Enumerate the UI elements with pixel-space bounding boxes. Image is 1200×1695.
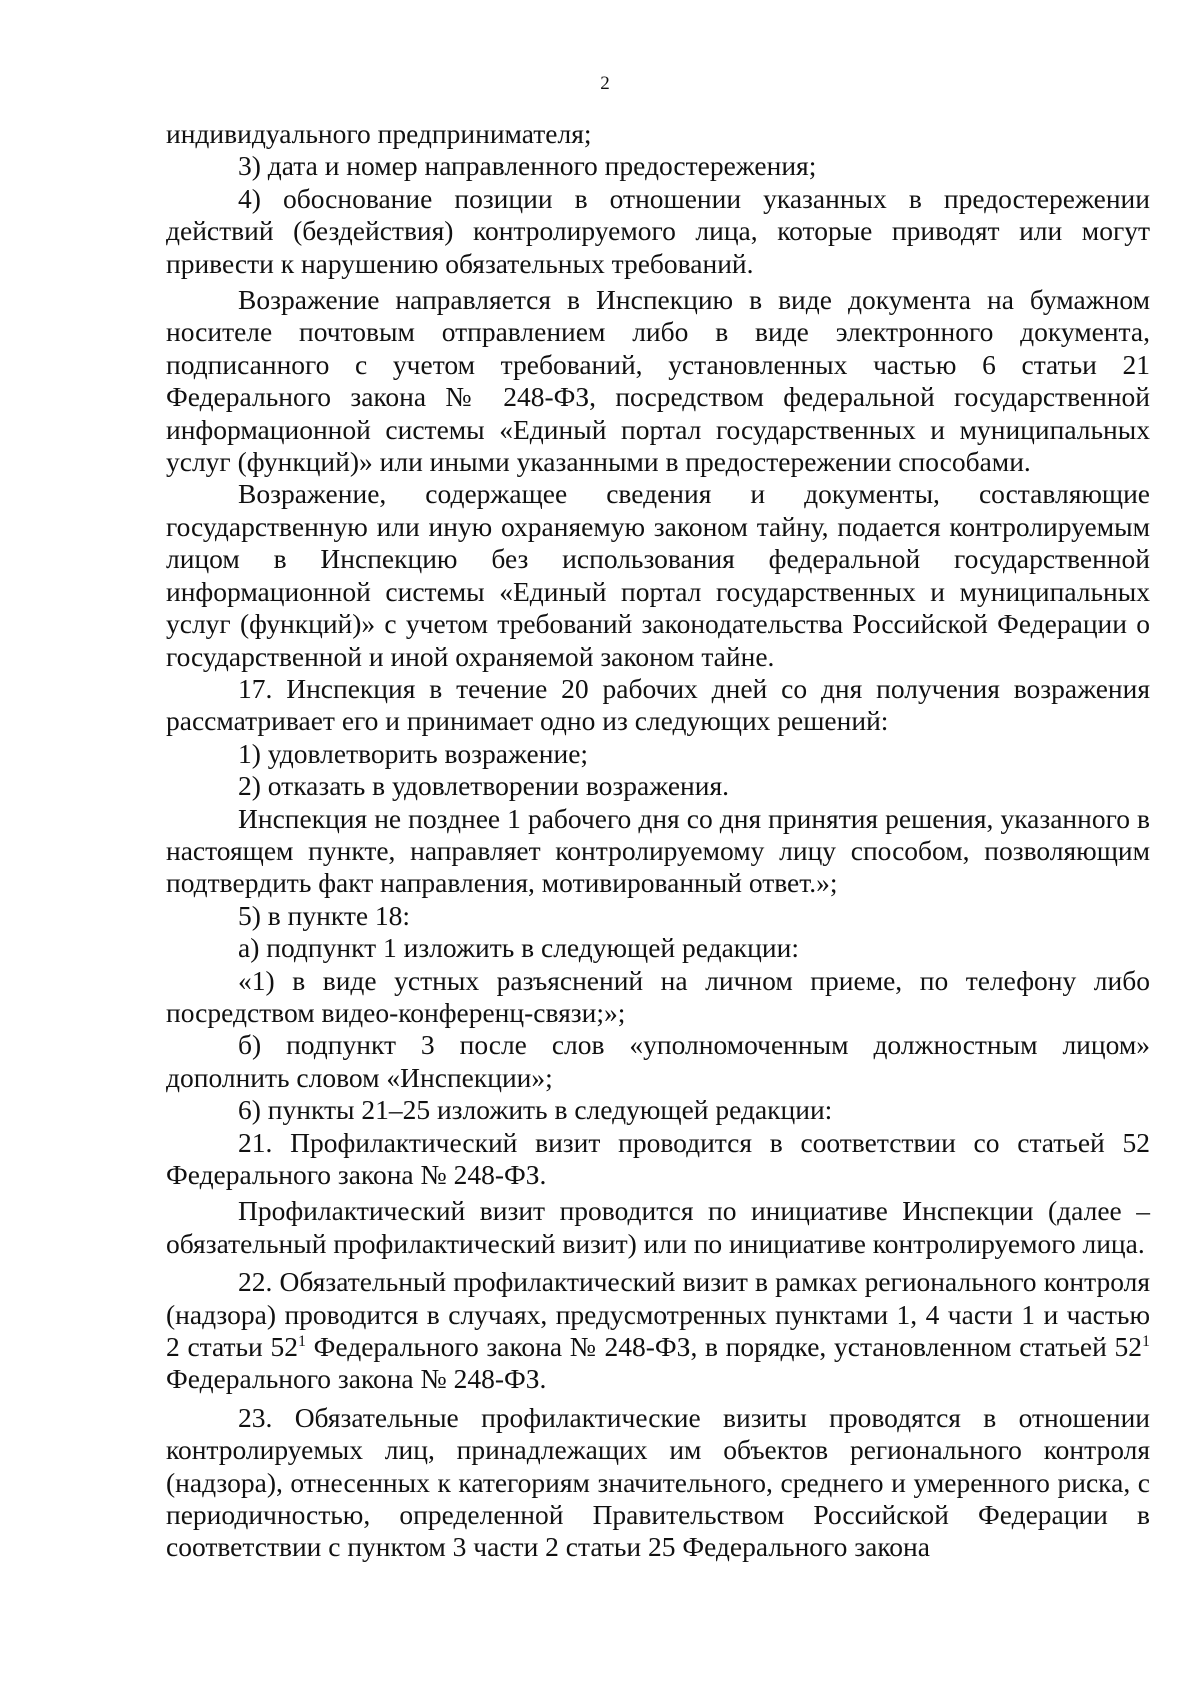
paragraph-objection-submission: Возражение направляется в Инспекцию в виде документа на бумажном носителе почтовым отправлением либо в виде электронного документа, подписанного с учетом требований, установленных частью 6 статьи 21 Федерального закона № 248-ФЗ, посредством федеральной государственной информационной системы «Единый портал государственных и муниципальных услуг (функций)» или иными указанными в предостережении способами. [166, 284, 1150, 478]
amendment-5a: а) подпункт 1 изложить в следующей редакции: [238, 932, 799, 964]
document-body [166, 118, 1150, 1564]
amendment-5b: б) подпункт 3 после слов «уполномоченным должностным лицом» дополнить словом «Инспекции»; [166, 1029, 1150, 1093]
superscript-1: 1 [1142, 1332, 1150, 1350]
paragraph-22 [166, 1266, 1150, 1396]
paragraph-21: 21. Профилактический визит проводится в соответствии со статьей 52 Федерального закона № 248-ФЗ. [166, 1126, 1150, 1190]
decision-item-2: 2) отказать в удовлетворении возражения. [238, 770, 730, 802]
paragraph-23: 23. Обязательные профилактические визиты проводятся в отношении контролируемых лиц, принадлежащих им объектов регионального контроля (надзора), отнесенных к категориям значительного, среднего и умеренного риска, с периодичностью, определенной Правительством Российской Федерации в соответствии с пунктом 3 части 2 статьи 25 Федерального закона [166, 1401, 1150, 1563]
paragraph-objection-secret: Возражение, содержащее сведения и документы, составляющие государственную или иную охраняемую законом тайну, подается контролируемым лицом в Инспекцию без использования федеральной государственной информационной системы «Единый портал государственных и муниципальных услуг (функций)» с учетом требований законодательства Российской Федерации о государственной и иной охраняемой законом тайне. [166, 478, 1150, 672]
paragraph-22-part2: Федерального закона № 248-ФЗ, в порядке, установленном статьей 52 [305, 1331, 1142, 1363]
list-item-3: 3) дата и номер направленного предостережения; [238, 150, 817, 182]
amendment-5: 5) в пункте 18: [238, 899, 411, 931]
paragraph-continuation: индивидуального предпринимателя; [166, 118, 592, 149]
amendment-6: 6) пункты 21–25 изложить в следующей редакции: [238, 1094, 833, 1126]
list-item-4: 4) обоснование позиции в отношении указанных в предостережении действий (бездействия) контролируемого лица, которые приводят или могут привести к нарушению обязательных требований. [166, 182, 1150, 279]
paragraph-preventive-visit: Профилактический визит проводится по инициативе Инспекции (далее – обязательный профилактический визит) или по инициативе контролируемого лица. [166, 1195, 1150, 1259]
superscript-1: 1 [297, 1332, 306, 1350]
amendment-5a-text: «1) в виде устных разъяснений на личном приеме, по телефону либо посредством видео-конференц-связи;»; [166, 964, 1150, 1028]
paragraph-22-part3: Федерального закона № 248-ФЗ. [166, 1363, 547, 1395]
decision-item-1: 1) удовлетворить возражение; [238, 737, 589, 769]
page-number: 2 [600, 73, 610, 94]
paragraph-17: 17. Инспекция в течение 20 рабочих дней со дня получения возражения рассматривает его и принимает одно из следующих решений: [166, 672, 1150, 737]
paragraph-22-part1: 22. Обязательный профилактический визит в рамках регионального контроля (надзора) проводится в случаях, предусмотренных пунктами 1, 4 части 1 и частью 2 статьи 52 [166, 1266, 1150, 1363]
paragraph-response: Инспекция не позднее 1 рабочего дня со дня принятия решения, указанного в настоящем пункте, направляет контролируемому лицу способом, позволяющим подтвердить факт направления, мотивированный ответ.»; [166, 802, 1150, 899]
